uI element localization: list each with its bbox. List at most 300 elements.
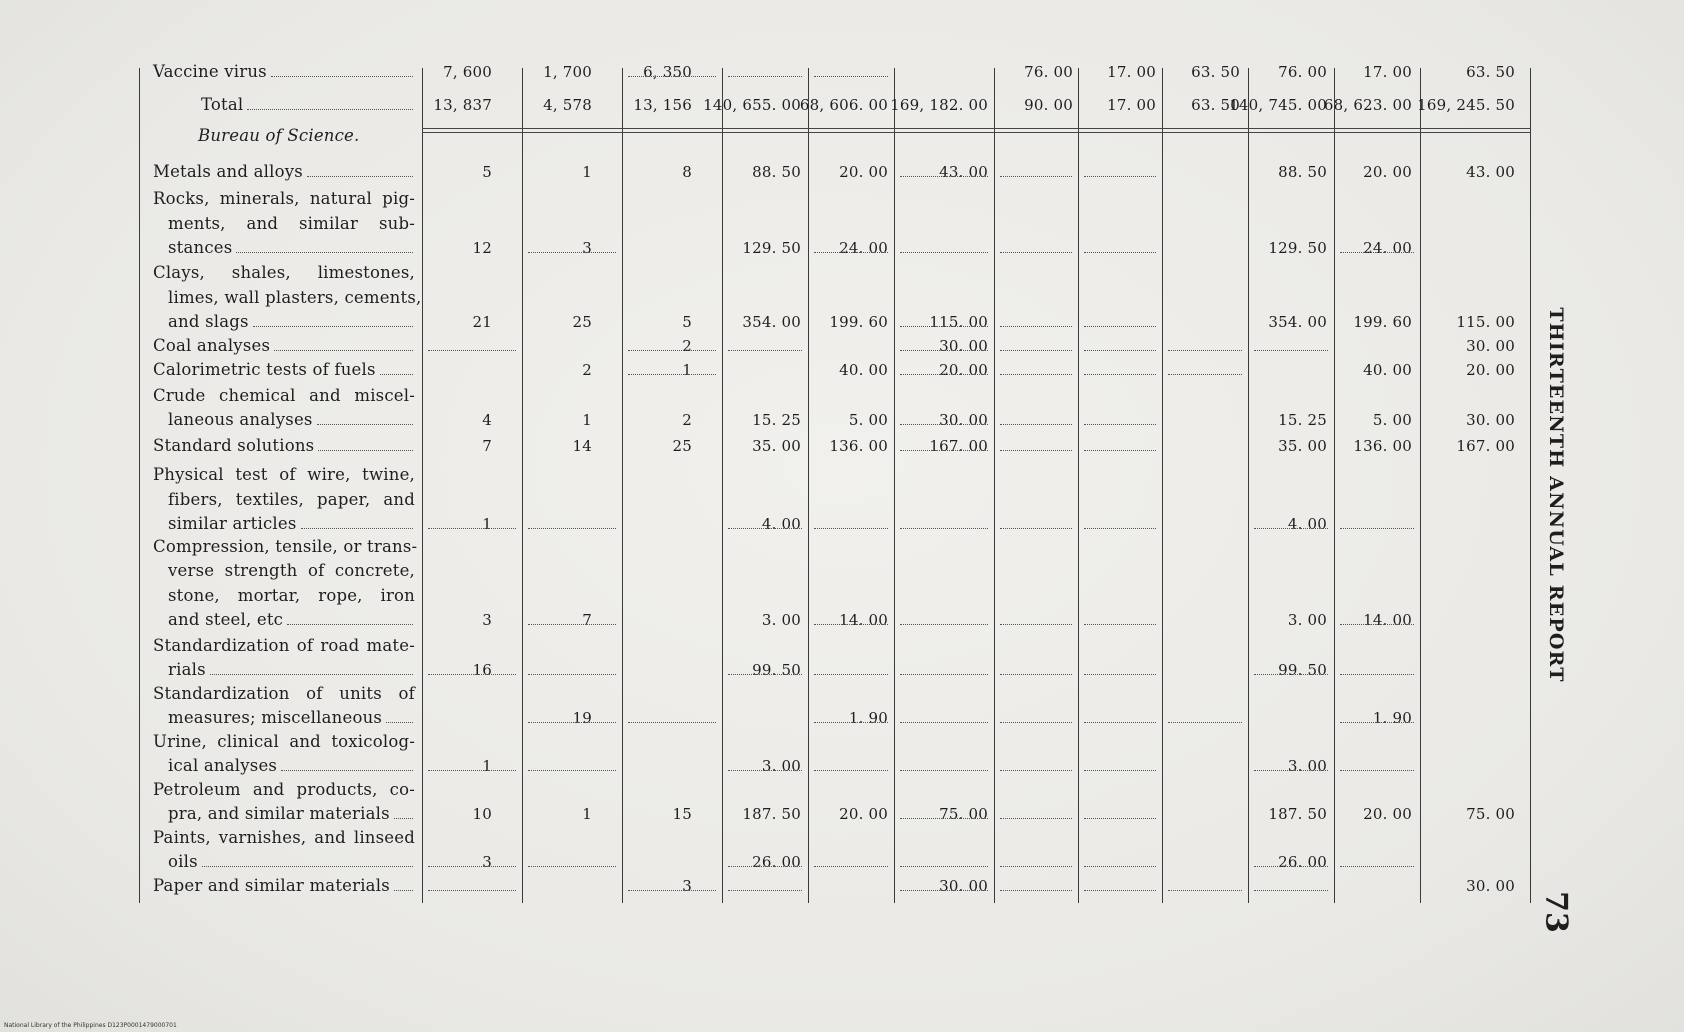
table-cell-value: 5	[682, 313, 692, 331]
table-cell-value: 167. 00	[1456, 437, 1515, 455]
table-cell-value: 115. 00	[1456, 313, 1515, 331]
row-label-line	[153, 463, 415, 487]
empty-cell-leader	[1000, 374, 1072, 375]
row-label-line	[168, 584, 415, 608]
empty-cell-leader	[1084, 624, 1156, 625]
empty-cell-leader	[900, 350, 988, 351]
empty-cell-leader	[1000, 528, 1072, 529]
empty-cell-leader	[1000, 674, 1072, 675]
row-label-line	[153, 60, 415, 84]
empty-cell-leader	[900, 818, 988, 819]
table-cell-value: 35. 00	[1278, 437, 1327, 455]
empty-cell-leader	[900, 674, 988, 675]
empty-cell-leader	[900, 424, 988, 425]
table-cell-value: 35. 00	[752, 437, 801, 455]
row-label-line	[168, 512, 415, 536]
empty-cell-leader	[1000, 326, 1072, 327]
table-cell-value: 3	[582, 239, 592, 257]
row-label-text: Coal analyses	[153, 336, 271, 355]
table-cell-value: 4. 00	[761, 515, 801, 533]
empty-cell-leader	[1084, 252, 1156, 253]
row-label-text: fibers, textiles, paper, and	[168, 489, 415, 509]
row-label-text: Compression, tensile, or trans-	[153, 536, 418, 556]
row-label-text: Crude chemical and miscel-	[153, 385, 415, 405]
empty-cell-leader	[1340, 866, 1414, 867]
row-label-line	[153, 334, 415, 358]
table-cell-value: 88. 50	[752, 163, 801, 181]
dot-leader	[318, 450, 413, 451]
table-cell-value: 14. 00	[839, 611, 888, 629]
row-label-text: and steel, etc	[168, 610, 284, 629]
row-label-text: ments, and similar sub-	[168, 213, 415, 233]
table-cell-value: 5. 00	[848, 411, 888, 429]
empty-cell-leader	[1000, 350, 1072, 351]
empty-cell-leader	[814, 528, 888, 529]
column-rule	[422, 68, 423, 903]
table-cell-value: 40. 00	[1363, 361, 1412, 379]
dot-leader	[253, 326, 413, 327]
table-cell-value: 90. 00	[1024, 96, 1073, 114]
empty-cell-leader	[1340, 528, 1414, 529]
dot-leader	[247, 109, 413, 110]
table-cell-value: 115. 00	[929, 313, 988, 331]
empty-cell-leader	[628, 890, 716, 891]
empty-cell-leader	[900, 176, 988, 177]
row-label-line	[153, 535, 418, 559]
empty-cell-leader	[900, 890, 988, 891]
empty-cell-leader	[814, 722, 888, 723]
table-cell-value: 1	[582, 163, 592, 181]
table-cell-value: 68, 606. 00	[799, 96, 888, 114]
empty-cell-leader	[628, 350, 716, 351]
table-cell-value: 169, 245. 50	[1417, 96, 1515, 114]
empty-cell-leader	[728, 770, 802, 771]
table-cell-value: 25	[572, 313, 592, 331]
table-cell-value: 4, 578	[543, 96, 592, 114]
total-double-rule	[422, 128, 1530, 129]
row-label-text: stances	[168, 238, 233, 257]
column-rule	[808, 68, 809, 903]
table-cell-value: 20. 00	[839, 163, 888, 181]
table-cell-value: 13, 837	[433, 96, 492, 114]
table-cell-value: 15. 25	[1278, 411, 1327, 429]
table-cell-value: 40. 00	[839, 361, 888, 379]
table-cell-value: 6, 350	[643, 63, 692, 81]
row-label-text: Petroleum and products, co-	[153, 779, 415, 799]
row-label-text: Standardization of units of	[153, 683, 415, 703]
empty-cell-leader	[428, 890, 516, 891]
dot-leader	[202, 866, 413, 867]
row-label-line	[168, 212, 415, 236]
table-cell-value: 7	[582, 611, 592, 629]
running-head-text: THIRTEENTH ANNUAL REPORT	[1545, 307, 1567, 683]
dot-leader	[236, 252, 413, 253]
empty-cell-leader	[1084, 722, 1156, 723]
table-cell-value: 30. 00	[1466, 337, 1515, 355]
row-label-line	[168, 850, 415, 874]
empty-cell-leader	[900, 252, 988, 253]
table-cell-value: 140, 655. 00	[703, 96, 801, 114]
empty-cell-leader	[528, 252, 616, 253]
table-cell-value: 24. 00	[839, 239, 888, 257]
table-cell-value: 140, 745. 00	[1229, 96, 1327, 114]
empty-cell-leader	[1254, 528, 1328, 529]
table-cell-value: 75. 00	[939, 805, 988, 823]
empty-cell-leader	[1000, 890, 1072, 891]
row-label-line	[168, 706, 415, 730]
empty-cell-leader	[814, 674, 888, 675]
table-cell-value: 20. 00	[1466, 361, 1515, 379]
table-cell-value: 2	[682, 337, 692, 355]
empty-cell-leader	[428, 866, 516, 867]
table-cell-value: 1	[682, 361, 692, 379]
table-cell-value: 1	[482, 515, 492, 533]
empty-cell-leader	[900, 528, 988, 529]
row-label-line	[153, 358, 415, 382]
table-cell-value: 3	[682, 877, 692, 895]
table-cell-value: 187. 50	[1268, 805, 1327, 823]
table-cell-value: 20. 00	[839, 805, 888, 823]
row-label-line	[168, 488, 415, 512]
row-label-line	[153, 682, 415, 706]
empty-cell-leader	[1000, 624, 1072, 625]
table-cell-value: 1	[482, 757, 492, 775]
empty-cell-leader	[1254, 866, 1328, 867]
row-label-text: Calorimetric tests of fuels	[153, 360, 376, 379]
table-cell-value: 1	[582, 805, 592, 823]
table-cell-value: 129. 50	[742, 239, 801, 257]
table-cell-value: 20. 00	[1363, 163, 1412, 181]
empty-cell-leader	[1000, 866, 1072, 867]
empty-cell-leader	[1168, 890, 1242, 891]
dot-leader	[301, 528, 413, 529]
empty-cell-leader	[1084, 866, 1156, 867]
empty-cell-leader	[1084, 818, 1156, 819]
row-label-line	[168, 286, 422, 310]
table-cell-value: 354. 00	[742, 313, 801, 331]
empty-cell-leader	[528, 528, 616, 529]
table-cell-value: 2	[682, 411, 692, 429]
table-cell-value: 30. 00	[1466, 877, 1515, 895]
table-cell-value: 75. 00	[1466, 805, 1515, 823]
column-rule	[1078, 68, 1079, 903]
table-cell-value: 3	[482, 853, 492, 871]
empty-cell-leader	[1084, 350, 1156, 351]
empty-cell-leader	[900, 722, 988, 723]
column-rule	[522, 68, 523, 903]
empty-cell-leader	[900, 866, 988, 867]
dot-leader	[281, 770, 413, 771]
scan-footer-credit: National Library of the Philippines D123P0001479000701	[4, 1022, 177, 1029]
row-label-line	[153, 160, 415, 184]
table-left-rule	[139, 68, 140, 903]
empty-cell-leader	[814, 252, 888, 253]
empty-cell-leader	[528, 722, 616, 723]
empty-cell-leader	[528, 866, 616, 867]
empty-cell-leader	[900, 374, 988, 375]
row-label-line	[153, 826, 415, 850]
table-cell-value: 8	[682, 163, 692, 181]
row-label-line	[153, 434, 415, 458]
empty-cell-leader	[728, 350, 802, 351]
empty-cell-leader	[814, 624, 888, 625]
row-label-line	[198, 124, 460, 148]
row-label-text: ical analyses	[168, 756, 278, 775]
table-cell-value: 12	[472, 239, 492, 257]
table-cell-value: 7	[482, 437, 492, 455]
row-label-text: Standard solutions	[153, 436, 315, 455]
table-cell-value: 3. 00	[761, 611, 801, 629]
table-cell-value: 63. 50	[1191, 63, 1240, 81]
table-cell-value: 20. 00	[1363, 805, 1412, 823]
empty-cell-leader	[628, 76, 716, 77]
empty-cell-leader	[814, 76, 888, 77]
row-label-text: Bureau of Science.	[198, 126, 360, 145]
empty-cell-leader	[1340, 722, 1414, 723]
dot-leader	[274, 350, 413, 351]
row-label-line	[168, 802, 415, 826]
row-label-text: Paints, varnishes, and linseed	[153, 827, 415, 847]
table-cell-value: 5. 00	[1372, 411, 1412, 429]
empty-cell-leader	[1000, 450, 1072, 451]
table-cell-value: 136. 00	[1353, 437, 1412, 455]
column-rule	[1334, 68, 1335, 903]
table-cell-value: 4. 00	[1287, 515, 1327, 533]
row-label-line	[153, 730, 415, 754]
table-cell-value: 76. 00	[1024, 63, 1073, 81]
row-label-line	[153, 634, 415, 658]
row-label-line	[153, 778, 415, 802]
row-label-text: rials	[168, 660, 206, 679]
table-cell-value: 43. 00	[939, 163, 988, 181]
empty-cell-leader	[628, 374, 716, 375]
empty-cell-leader	[1084, 450, 1156, 451]
table-cell-value: 199. 60	[1353, 313, 1412, 331]
row-label-line	[168, 559, 415, 583]
empty-cell-leader	[1340, 252, 1414, 253]
empty-cell-leader	[1254, 890, 1328, 891]
table-cell-value: 3. 00	[1287, 611, 1327, 629]
table-cell-value: 99. 50	[752, 661, 801, 679]
table-cell-value: 63. 50	[1466, 63, 1515, 81]
empty-cell-leader	[814, 770, 888, 771]
table-cell-value: 30. 00	[939, 337, 988, 355]
empty-cell-leader	[1000, 770, 1072, 771]
empty-cell-leader	[1168, 722, 1242, 723]
table-cell-value: 88. 50	[1278, 163, 1327, 181]
table-cell-value: 169, 182. 00	[890, 96, 988, 114]
empty-cell-leader	[1000, 252, 1072, 253]
dot-leader	[386, 722, 413, 723]
table-cell-value: 3. 00	[1287, 757, 1327, 775]
row-label-text: oils	[168, 852, 198, 871]
table-cell-value: 99. 50	[1278, 661, 1327, 679]
table-cell-value: 17. 00	[1107, 63, 1156, 81]
empty-cell-leader	[1000, 722, 1072, 723]
table-cell-value: 1. 90	[1372, 709, 1412, 727]
empty-cell-leader	[814, 866, 888, 867]
table-cell-value: 3. 00	[761, 757, 801, 775]
row-label-text: stone, mortar, rope, iron	[168, 585, 415, 605]
table-cell-value: 5	[482, 163, 492, 181]
empty-cell-leader	[1254, 770, 1328, 771]
empty-cell-leader	[728, 866, 802, 867]
empty-cell-leader	[728, 890, 802, 891]
empty-cell-leader	[1084, 770, 1156, 771]
empty-cell-leader	[1084, 424, 1156, 425]
empty-cell-leader	[1084, 674, 1156, 675]
row-label-text: Urine, clinical and toxicolog-	[153, 731, 415, 751]
table-cell-value: 21	[472, 313, 492, 331]
dot-leader	[380, 374, 413, 375]
table-cell-value: 76. 00	[1278, 63, 1327, 81]
table-cell-value: 7, 600	[443, 63, 492, 81]
table-cell-value: 3	[482, 611, 492, 629]
empty-cell-leader	[528, 624, 616, 625]
table-cell-value: 354. 00	[1268, 313, 1327, 331]
table-cell-value: 129. 50	[1268, 239, 1327, 257]
empty-cell-leader	[528, 674, 616, 675]
empty-cell-leader	[900, 624, 988, 625]
empty-cell-leader	[1084, 374, 1156, 375]
table-cell-value: 30. 00	[939, 877, 988, 895]
table-cell-value: 24. 00	[1363, 239, 1412, 257]
row-label-text: Physical test of wire, twine,	[153, 465, 415, 484]
empty-cell-leader	[1340, 624, 1414, 625]
table-cell-value: 19	[572, 709, 592, 727]
empty-cell-leader	[1084, 326, 1156, 327]
table-cell-value: 68, 623. 00	[1323, 96, 1412, 114]
dot-leader	[271, 76, 413, 77]
table-cell-value: 17. 00	[1363, 63, 1412, 81]
row-label-text: verse strength of concrete,	[168, 561, 415, 580]
row-label-text: Rocks, minerals, natural pig-	[153, 189, 415, 208]
dot-leader	[394, 890, 413, 891]
empty-cell-leader	[728, 528, 802, 529]
table-cell-value: 167. 00	[929, 437, 988, 455]
row-label-line	[153, 874, 415, 898]
row-label-line	[168, 310, 415, 334]
row-label-text: limes, wall plasters, cements,	[168, 287, 422, 307]
table-cell-value: 26. 00	[1278, 853, 1327, 871]
table-cell-value: 136. 00	[829, 437, 888, 455]
row-label-text: Metals and alloys	[153, 162, 303, 181]
table-cell-value: 43. 00	[1466, 163, 1515, 181]
table-cell-value: 15. 25	[752, 411, 801, 429]
row-label-line	[168, 608, 415, 632]
table-cell-value: 13, 156	[633, 96, 692, 114]
empty-cell-leader	[1168, 374, 1242, 375]
dot-leader	[394, 818, 413, 819]
table-cell-value: 16	[472, 661, 492, 679]
table-cell-value: 187. 50	[742, 805, 801, 823]
empty-cell-leader	[1340, 770, 1414, 771]
dot-leader	[317, 424, 413, 425]
row-label-text: Clays, shales, limestones,	[153, 263, 415, 282]
empty-cell-leader	[428, 350, 516, 351]
table-cell-value: 199. 60	[829, 313, 888, 331]
column-rule	[1162, 68, 1163, 903]
row-label-text: Vaccine virus	[153, 62, 267, 81]
row-label-line	[168, 236, 415, 260]
page-number-text: 73	[1538, 891, 1574, 933]
row-label-text: Standardization of road mate-	[153, 635, 415, 655]
empty-cell-leader	[728, 674, 802, 675]
empty-cell-leader	[1084, 528, 1156, 529]
column-rule	[1420, 68, 1421, 903]
empty-cell-leader	[900, 326, 988, 327]
row-label-text: pra, and similar materials	[168, 804, 390, 823]
empty-cell-leader	[1084, 890, 1156, 891]
empty-cell-leader	[1168, 350, 1242, 351]
empty-cell-leader	[1340, 674, 1414, 675]
column-rule	[1248, 68, 1249, 903]
table-cell-value: 25	[672, 437, 692, 455]
column-rule	[722, 68, 723, 903]
table-cell-value: 4	[482, 411, 492, 429]
empty-cell-leader	[1000, 424, 1072, 425]
table-cell-value: 1. 90	[848, 709, 888, 727]
row-label-line	[168, 408, 415, 432]
row-label-text: laneous analyses	[168, 410, 313, 429]
empty-cell-leader	[1254, 350, 1328, 351]
dot-leader	[287, 624, 413, 625]
table-cell-value: 15	[672, 805, 692, 823]
row-label-line	[168, 754, 415, 778]
table-cell-value: 14	[572, 437, 592, 455]
row-label-text: Paper and similar materials	[153, 876, 390, 895]
empty-cell-leader	[428, 674, 516, 675]
dot-leader	[210, 674, 413, 675]
row-label-line	[153, 93, 415, 117]
row-label-line	[153, 384, 415, 408]
empty-cell-leader	[428, 528, 516, 529]
row-label-text: measures; miscellaneous	[168, 708, 383, 727]
row-label-text: and slags	[168, 312, 249, 331]
empty-cell-leader	[428, 770, 516, 771]
empty-cell-leader	[528, 770, 616, 771]
row-label-line	[168, 658, 415, 682]
empty-cell-leader	[1000, 176, 1072, 177]
empty-cell-leader	[1084, 176, 1156, 177]
table-cell-value: 1, 700	[543, 63, 592, 81]
row-label-text: similar articles	[168, 514, 297, 533]
total-double-rule	[422, 132, 1530, 133]
row-label-line	[153, 261, 415, 285]
row-label-line	[153, 187, 415, 211]
table-cell-value: 17. 00	[1107, 96, 1156, 114]
row-label-text: Total	[201, 95, 244, 114]
dot-leader	[307, 176, 413, 177]
table-cell-value: 30. 00	[939, 411, 988, 429]
table-cell-value: 14. 00	[1363, 611, 1412, 629]
column-rule	[994, 68, 995, 903]
table-cell-value: 30. 00	[1466, 411, 1515, 429]
table-cell-value: 63. 50	[1191, 96, 1240, 114]
column-rule	[894, 68, 895, 903]
empty-cell-leader	[900, 770, 988, 771]
empty-cell-leader	[1000, 818, 1072, 819]
table-cell-value: 10	[472, 805, 492, 823]
table-cell-value: 1	[582, 411, 592, 429]
column-rule	[622, 68, 623, 903]
empty-cell-leader	[900, 450, 988, 451]
table-cell-value: 26. 00	[752, 853, 801, 871]
table-cell-value: 20. 00	[939, 361, 988, 379]
column-rule	[1530, 68, 1531, 903]
empty-cell-leader	[628, 722, 716, 723]
empty-cell-leader	[728, 76, 802, 77]
